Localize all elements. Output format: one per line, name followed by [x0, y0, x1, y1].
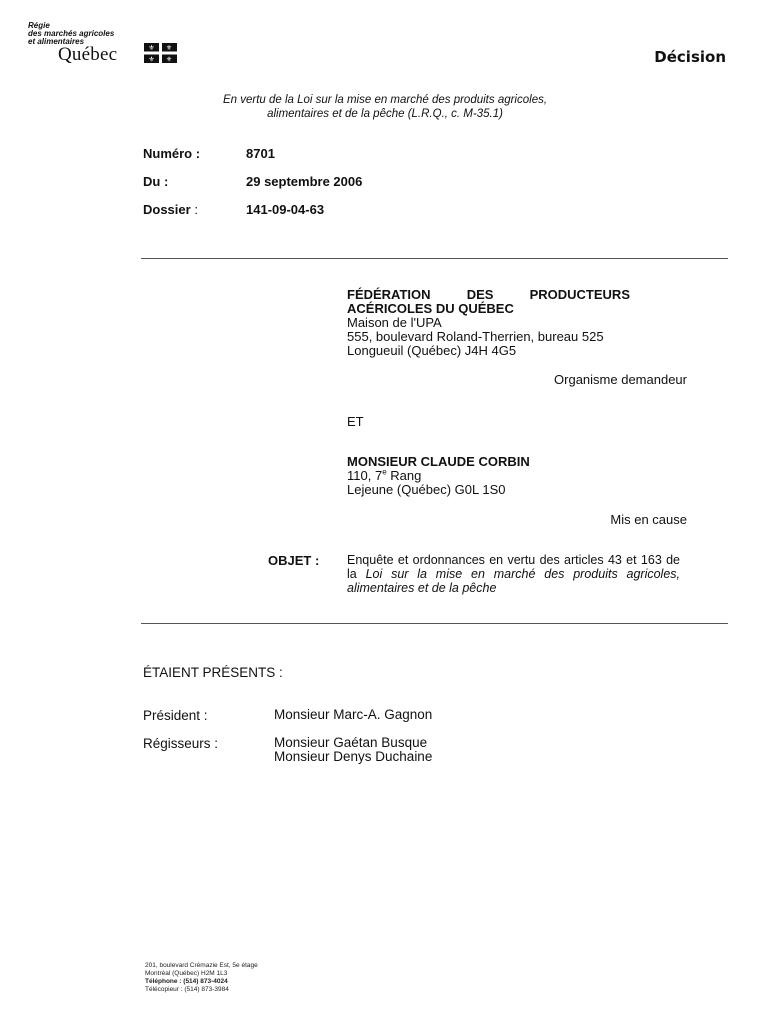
respondent-role: Mis en cause	[610, 512, 687, 527]
applicant-address-line3: Longueuil (Québec) J4H 4G5	[347, 343, 517, 358]
footer-line1: 201, boulevard Crémazie Est, 5e étage	[145, 962, 258, 969]
respondent-address-sup: e	[382, 467, 387, 477]
applicant-name-word: PRODUCTEURS	[529, 287, 630, 302]
date-value: 29 septembre 2006	[246, 174, 363, 189]
file-value: 141-09-04-63	[246, 202, 325, 217]
file-label: Dossier :	[143, 202, 198, 217]
conjunction: ET	[347, 414, 364, 429]
svg-text:⚜: ⚜	[148, 55, 155, 63]
respondent-block	[347, 455, 687, 497]
president-name: Monsieur Marc-A. Gagnon	[274, 707, 433, 722]
quebec-wordmark: Québec	[58, 44, 118, 65]
commissioner-name: Monsieur Gaétan Busque	[274, 735, 428, 750]
agency-name-line3: et alimentaires	[28, 37, 85, 46]
applicant-name-word: DES	[466, 287, 494, 302]
divider-top	[141, 258, 728, 259]
date-label: Du :	[143, 174, 169, 189]
subject-text-plain: Enquête et ordonnances en vertu des articles 43 et 163 de la	[347, 553, 680, 581]
commissioners-list	[274, 736, 432, 764]
law-reference	[0, 93, 770, 121]
respondent-address-line2: Lejeune (Québec) G0L 1S0	[347, 482, 506, 497]
respondent-address-line1	[347, 469, 687, 483]
footer-fax: Télécopieur : (514) 873-3984	[145, 986, 229, 993]
applicant-role: Organisme demandeur	[554, 372, 687, 387]
divider-bottom	[141, 623, 728, 624]
document-type-title: Décision	[654, 48, 726, 66]
svg-text:⚜: ⚜	[165, 44, 173, 52]
commissioner-name: Monsieur Denys Duchaine	[274, 749, 433, 764]
subject-label: OBJET :	[268, 553, 320, 568]
subject-text	[347, 553, 680, 595]
respondent-address-number: 110, 7	[347, 468, 383, 483]
svg-text:⚜: ⚜	[148, 44, 155, 52]
footer-address	[145, 962, 258, 994]
commissioners-label: Régisseurs :	[143, 736, 219, 751]
law-reference-line1: En vertu de la Loi sur la mise en marché des produits agricoles,	[222, 94, 548, 106]
applicant-name-word: FÉDÉRATION	[347, 287, 431, 302]
respondent-address-street: Rang	[386, 468, 422, 483]
subject-text-italic: Loi sur la mise en marché des produits agricoles, alimentaires et de la pêche	[347, 567, 681, 595]
agency-name-line1: Régie	[28, 21, 50, 30]
respondent-name: MONSIEUR CLAUDE CORBIN	[347, 454, 530, 469]
number-label: Numéro :	[143, 146, 201, 161]
agency-name	[28, 22, 114, 46]
law-reference-line2: alimentaires et de la pêche (L.R.Q., c. M-35.1)	[267, 108, 503, 120]
attendees-heading: ÉTAIENT PRÉSENTS :	[143, 665, 283, 680]
president-label: Président :	[143, 708, 208, 723]
footer-phone: Téléphone : (514) 873-4024	[145, 978, 228, 985]
svg-text:⚜: ⚜	[165, 55, 173, 63]
applicant-name-line2: ACÉRICOLES DU QUÉBEC	[347, 301, 514, 316]
applicant-address-line1: Maison de l'UPA	[347, 315, 442, 330]
number-value: 8701	[246, 146, 275, 161]
applicant-name-line1	[347, 288, 687, 302]
footer-line2: Montréal (Québec) H2M 1L3	[145, 970, 228, 977]
applicant-address-line2: 555, boulevard Roland-Therrien, bureau 525	[347, 329, 604, 344]
quebec-flag-icon	[144, 43, 177, 63]
applicant-block	[347, 288, 687, 358]
agency-name-line2: des marchés agricoles	[28, 29, 115, 38]
